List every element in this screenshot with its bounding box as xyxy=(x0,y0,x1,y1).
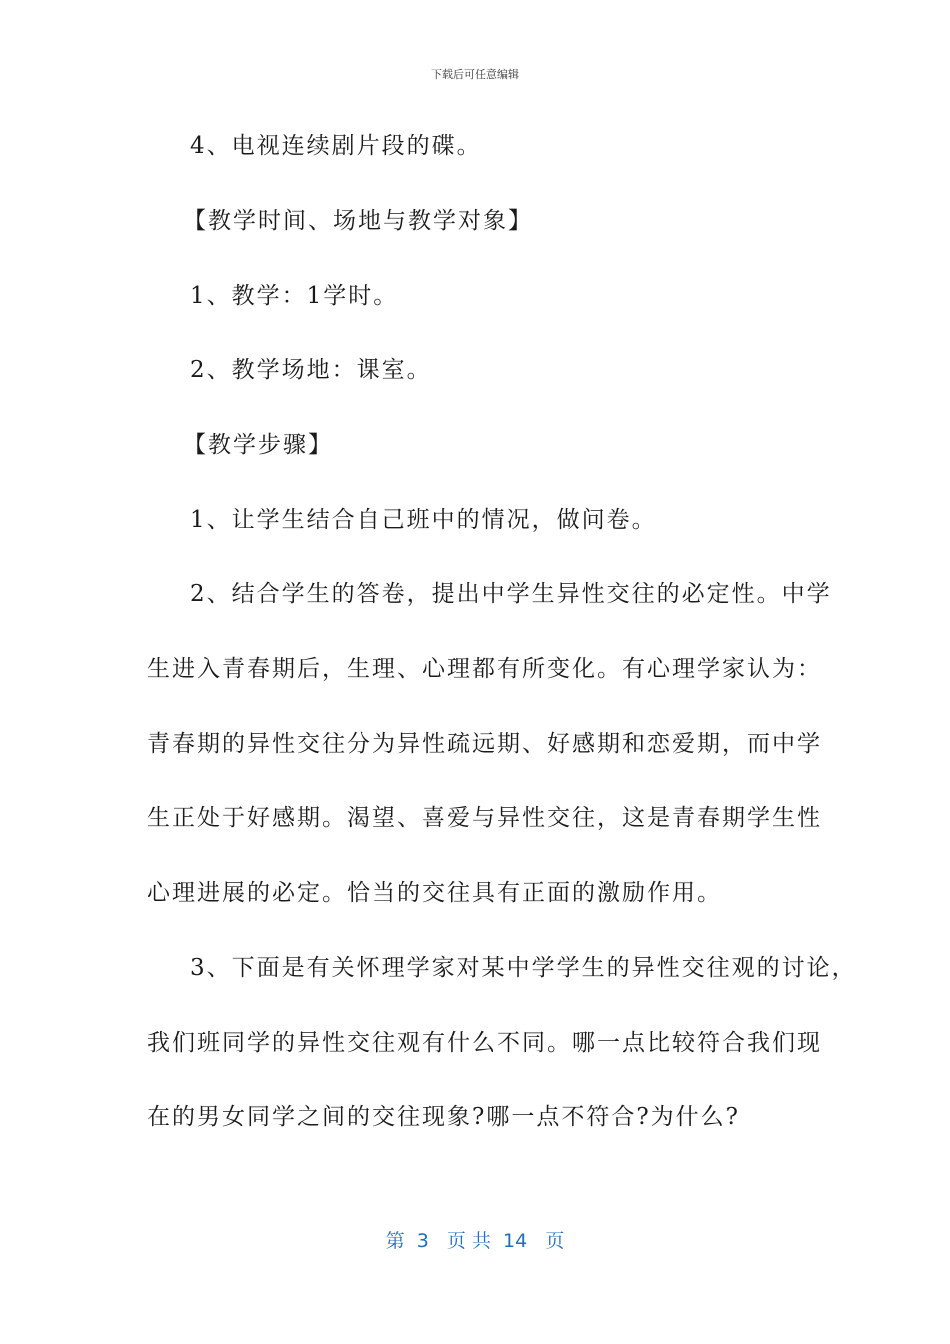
page-header-note: 下载后可任意编辑 xyxy=(431,68,519,81)
paragraph-line-step-2-cont-3: 生正处于好感期。渴望、喜爱与异性交往，这是青春期学生性 xyxy=(147,805,822,831)
paragraph-line-step-2-cont-1: 生进入青春期后，生理、心理都有所变化。有心理学家认为： xyxy=(147,656,822,682)
paragraph-line-step-3: 3、下面是有关怀理学家对某中学学生的异性交往观的讨论， xyxy=(190,955,857,981)
paragraph-line-materials-4: 4、电视连续剧片段的碟。 xyxy=(190,133,482,159)
section-heading-steps: 【教学步骤】 xyxy=(183,432,333,458)
paragraph-line-step-2-cont-4: 心理进展的必定。恰当的交往具有正面的激励作用。 xyxy=(147,880,722,906)
paragraph-line-step-3-cont-1: 我们班同学的异性交往观有什么不同。哪一点比较符合我们现 xyxy=(147,1030,822,1056)
paragraph-line-step-2-cont-2: 青春期的异性交往分为异性疏远期、好感期和恋爱期，而中学 xyxy=(147,731,822,757)
paragraph-line-venue: 2、教学场地：课室。 xyxy=(190,357,432,383)
page-number-footer: 第 3 页 共 14 页 xyxy=(385,1230,565,1252)
paragraph-line-step-2: 2、结合学生的答卷，提出中学生异性交往的必定性。中学 xyxy=(190,581,832,607)
paragraph-line-time: 1、教学：1学时。 xyxy=(190,283,399,309)
paragraph-line-step-1: 1、让学生结合自己班中的情况，做问卷。 xyxy=(190,507,657,533)
section-heading-time-venue: 【教学时间、场地与教学对象】 xyxy=(183,208,533,234)
paragraph-line-step-3-cont-2: 在的男女同学之间的交往现象?哪一点不符合?为什么? xyxy=(147,1104,740,1130)
